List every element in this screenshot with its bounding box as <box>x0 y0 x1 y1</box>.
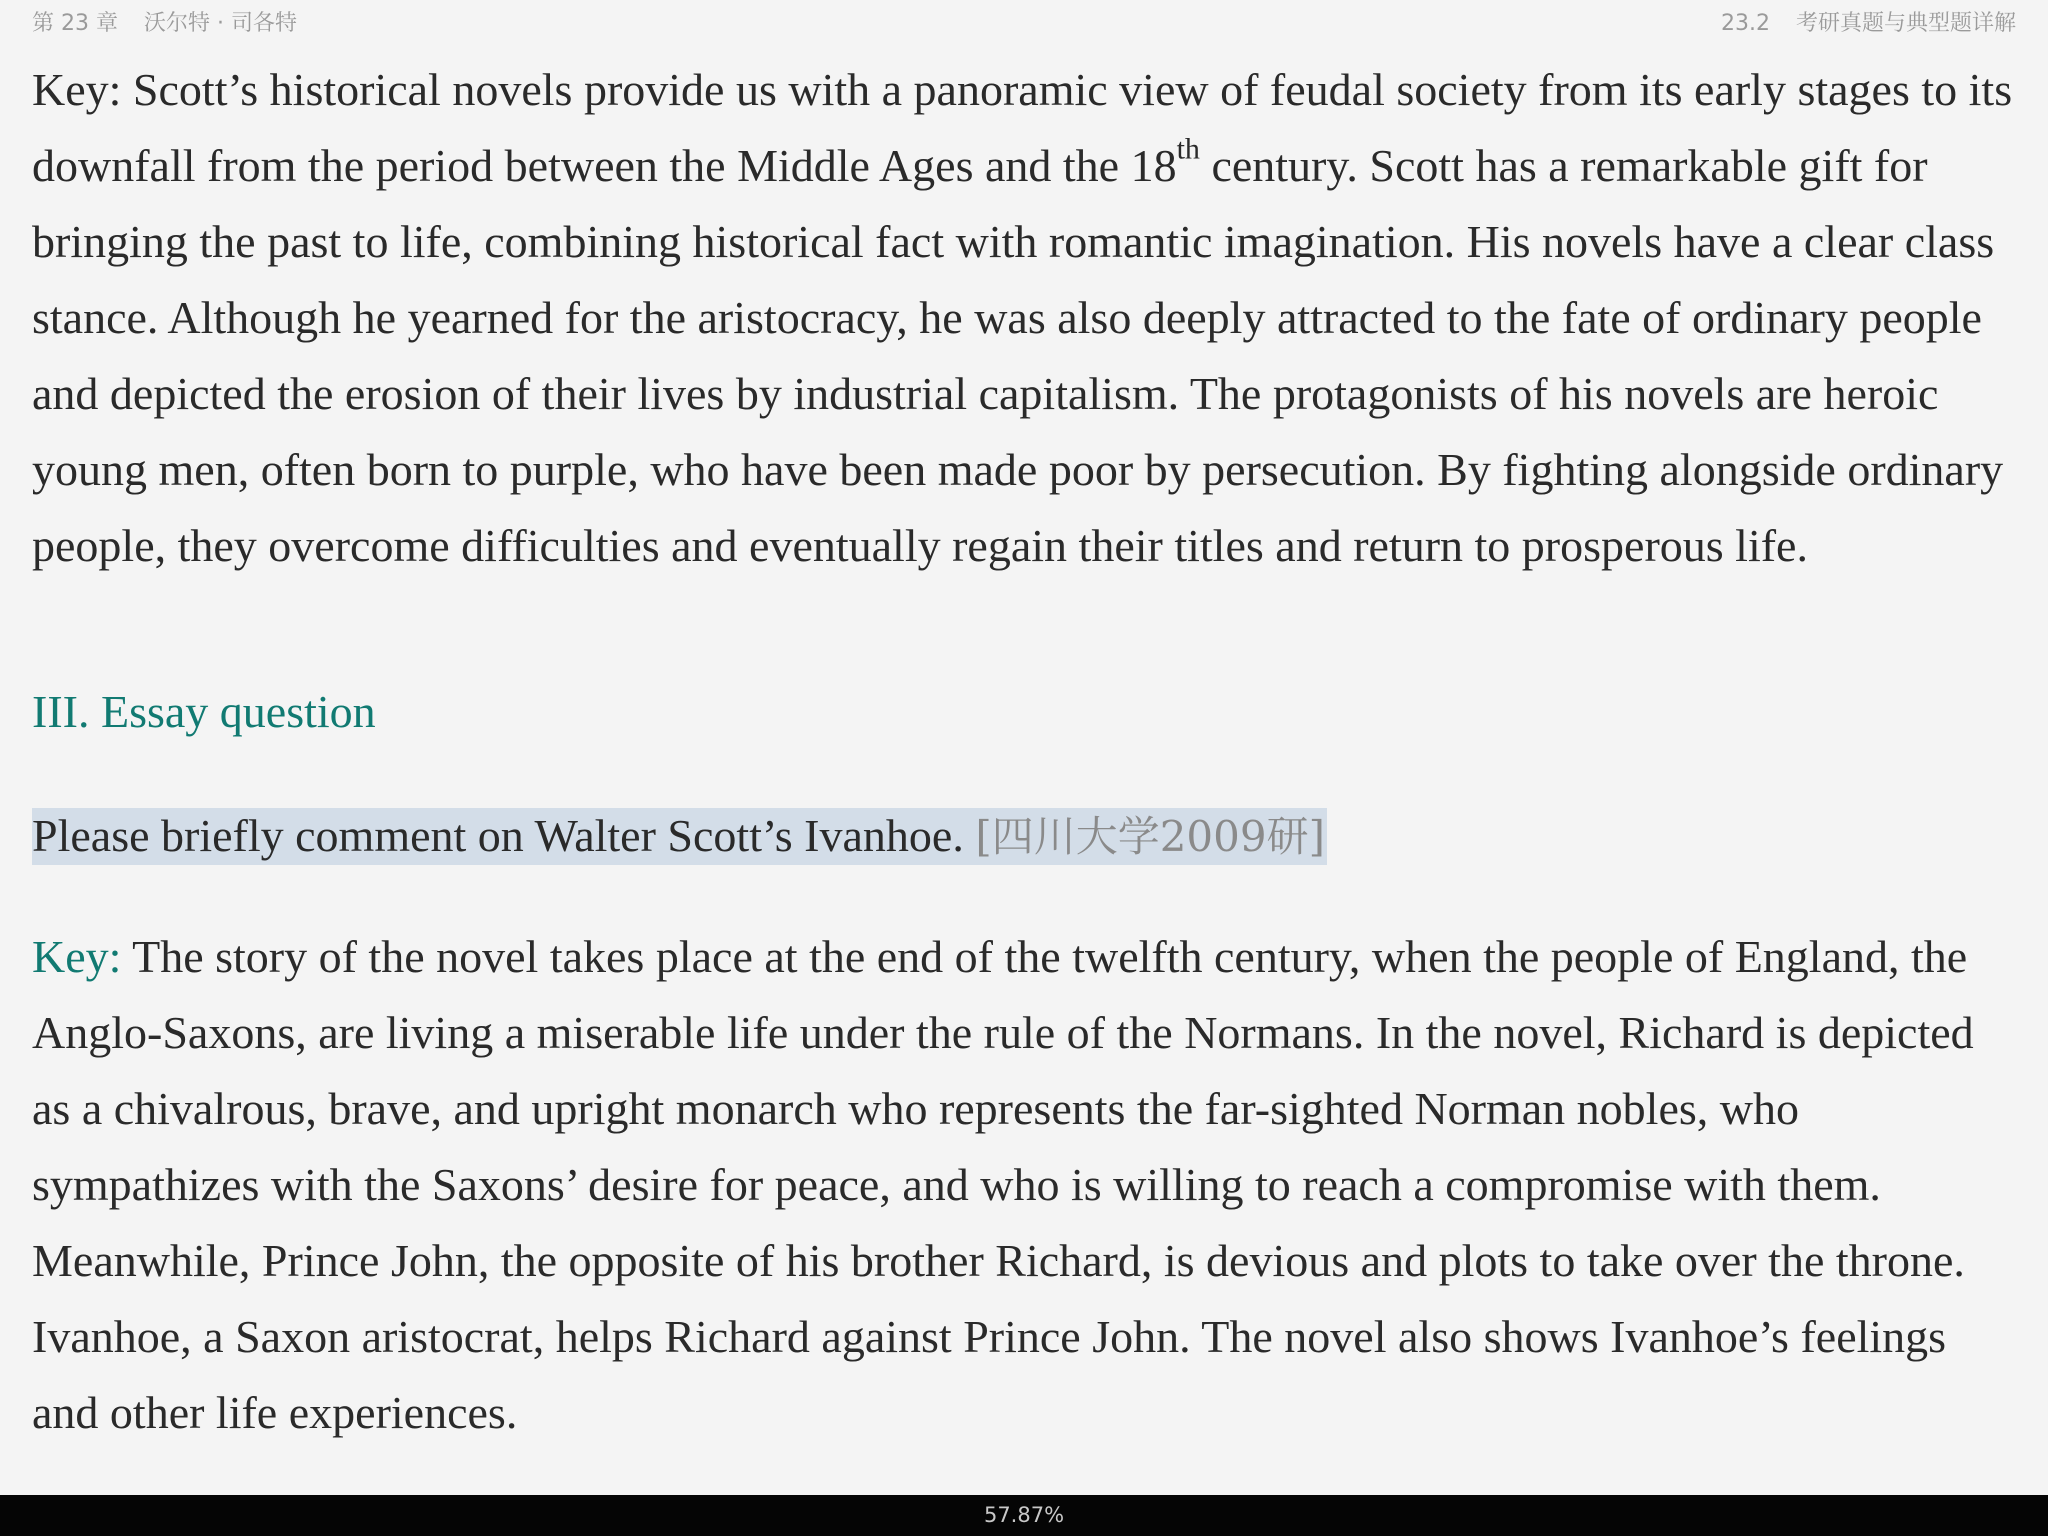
key-label: Key: <box>32 64 122 115</box>
highlighted-question-text[interactable] <box>32 808 1327 865</box>
key-paragraph-2[interactable] <box>32 919 2022 1451</box>
section-number: 23.2 <box>1721 11 1770 36</box>
question-source: [四川大学2009研] <box>975 812 1325 861</box>
key-text-part-1: Scott’s historical novels provide us with a panoramic view of feudal society from its early stages to its downfall from the period between the Middle Ages and the 18 <box>32 64 2013 191</box>
page-content <box>32 52 2022 1451</box>
section-heading-number: III. <box>32 686 90 737</box>
answer-key-label: Key: <box>32 931 122 982</box>
header-left <box>32 6 297 37</box>
question-text: Please briefly comment on Walter Scott’s Ivanhoe. <box>32 810 976 861</box>
answer-text: The story of the novel takes place at the end of the twelfth century, when the people of England, the Anglo-Saxons, are living a miserable life under the rule of the Normans. In the novel, Richard is depicted as a chivalrous, brave, and upright monarch who represents the far-sighted Norman nobles, who sympathizes with the Saxons’ desire for peace, and who is willing to reach a compromise with them. Meanwhile, Prince John, the opposite of his brother Richard, is devious and plots to take over the throne. Ivanhoe, a Saxon aristocrat, helps Richard against Prince John. The novel also shows Ivanhoe’s feelings and other life experiences. <box>32 931 1974 1438</box>
section-title: 考研真题与典型题详解 <box>1795 11 2016 36</box>
header-right <box>1721 6 2016 37</box>
section-heading-title: Essay question <box>89 686 376 737</box>
reading-progress: 57.87% <box>983 1503 1065 1527</box>
key-text-part-2: century. Scott has a remarkable gift for bringing the past to life, combining historical fact with romantic imagination. His novels have a clear class stance. Although he yearned for the aristocracy, he was also deeply attracted to the fate of ordinary people and depicted the erosion of their lives by industrial capitalism. The protagonists of his novels are heroic young men, often born to purple, who have been made poor by persecution. By fighting alongside ordinary people, they overcome difficulties and eventually regain their titles and return to prosperous life. <box>32 140 2004 571</box>
chapter-number: 第 23 章 <box>32 11 118 36</box>
ordinal-superscript: th <box>1176 132 1200 166</box>
chapter-author: 沃尔特 · 司各特 <box>143 11 297 36</box>
key-paragraph-1[interactable] <box>32 52 2022 584</box>
running-header <box>0 0 2048 44</box>
reading-progress-bar <box>0 1495 2048 1536</box>
section-heading <box>32 674 2022 750</box>
essay-question[interactable] <box>32 806 2022 867</box>
